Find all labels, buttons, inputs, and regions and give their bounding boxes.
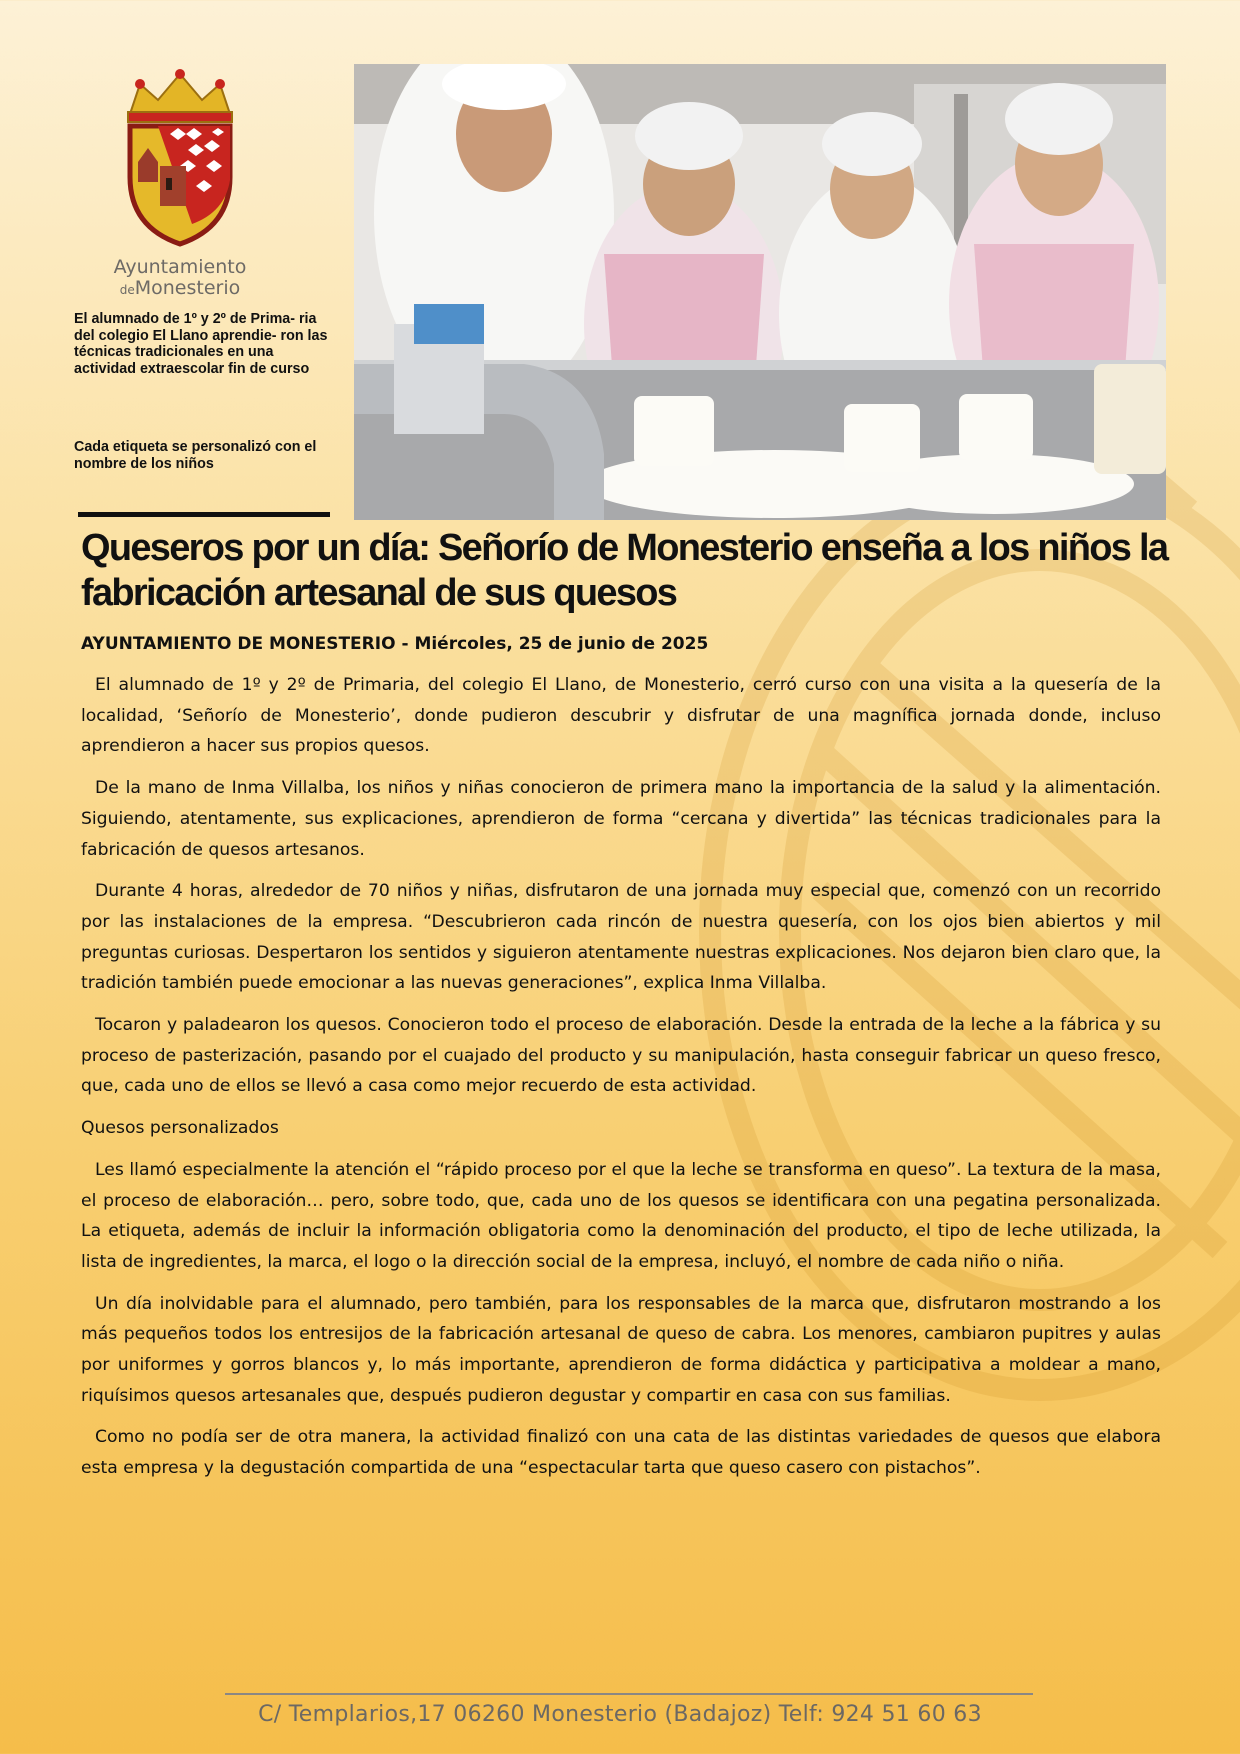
article-body [81, 670, 1161, 1495]
article-headline: Queseros por un día: Señorío de Monesterio enseña a los niños la fabricación artesanal de sus quesos [81, 527, 1168, 614]
article-byline [81, 632, 708, 656]
photo-caption-2: Cada etiqueta se personalizó con el nombre de los niños [74, 439, 317, 472]
logo-wordmark [100, 257, 260, 301]
article-source: AYUNTAMIENTO DE MONESTERIO [81, 634, 396, 654]
photo-caption-1: El alumnado de 1º y 2º de Prima- ria del colegio El Llano aprendie- ron las técnicas tradicionales en una actividad extraescolar fin de curso [74, 311, 328, 377]
paragraph: Durante 4 horas, alrededor de 70 niños y niñas, disfrutaron de una jornada muy especial que, comenzó con un recorrido por las instalaciones de la empresa. “Descubrieron cada rincón de nuestra quesería, con los ojos bien abiertos y mil preguntas curiosas. Despertaron los sentidos y siguieron atentamente nuestras explicaciones. Nos dejaron bien claro que, la tradición también puede emocionar a las nuevas generaciones”, explica Inma Villalba. [81, 881, 1161, 994]
cheese-making-photo [354, 64, 1166, 520]
footer-divider [225, 1693, 1033, 1695]
article-subhead: Quesos personalizados [81, 1118, 279, 1139]
logo-place: Monesterio [134, 277, 241, 299]
paragraph: Un día inolvidable para el alumnado, pero también, para los responsables de la marca que, disfrutaron mostrando a los más pequeños todos los entresijos de la fabricación artesanal de queso de cabra. Los menores, cambiaron pupitres y aulas por uniformes y gorros blancos y, lo más importante, aprendieron de forma didáctica y participativa a moldear a mano, riquísimos quesos artesanales que, después pudieron degustar y compartir en casa con sus familias. [81, 1293, 1161, 1406]
caption-divider [78, 512, 330, 517]
paragraph: Tocaron y paladearon los quesos. Conocieron todo el proceso de elaboración. Desde la entrada de la leche a la fábrica y su proceso de pasterización, pasando por el cuajado del producto y su manipulación, hasta conseguir fabricar un queso fresco, que, cada uno de ellos se llevó a casa como mejor recuerdo de esta actividad. [81, 1015, 1161, 1097]
logo-name: Ayuntamiento [113, 256, 247, 278]
paragraph: El alumnado de 1º y 2º de Primaria, del colegio El Llano, de Monesterio, cerró curso con una visita a la quesería de la localidad, ‘Señorío de Monesterio’, donde pudieron descubrir y disfrutar de una magnífica jornada donde, incluso aprendieron a hacer sus propios quesos. [81, 675, 1161, 757]
article-date: Miércoles, 25 de junio de 2025 [414, 634, 709, 654]
article-photo [354, 64, 1166, 520]
paragraph: De la mano de Inma Villalba, los niños y niñas conocieron de primera mano la importancia de la salud y la alimentación. Siguiendo, atentamente, sus explicaciones, aprendieron de forma “cercana y divertida” las técnicas tradicionales para la fabricación de quesos artesanos. [81, 778, 1161, 860]
logo-connector: de [119, 283, 135, 297]
municipal-logo [100, 62, 260, 302]
footer-address: C/ Templarios,17 06260 Monesterio (Badajoz) Telf: 924 51 60 63 [258, 1702, 982, 1727]
byline-separator: - [395, 634, 415, 654]
coat-of-arms-icon [100, 62, 260, 252]
paragraph: Les llamó especialmente la atención el “rápido proceso por el que la leche se transforma en queso”. La textura de la masa, el proceso de elaboración… pero, sobre todo, que, cada uno de los quesos se identificara con una pegatina personalizada. La etiqueta, además de incluir la información obligatoria como la denominación del producto, el tipo de leche utilizada, la lista de ingredientes, la marca, el logo o la dirección social de la empresa, incluyó, el nombre de cada niño o niña. [81, 1159, 1161, 1272]
paragraph: Como no podía ser de otra manera, la actividad finalizó con una cata de las distintas variedades de quesos que elabora esta empresa y la degustación compartida de una “espectacular tarta que queso casero con pistachos”. [81, 1427, 1161, 1479]
